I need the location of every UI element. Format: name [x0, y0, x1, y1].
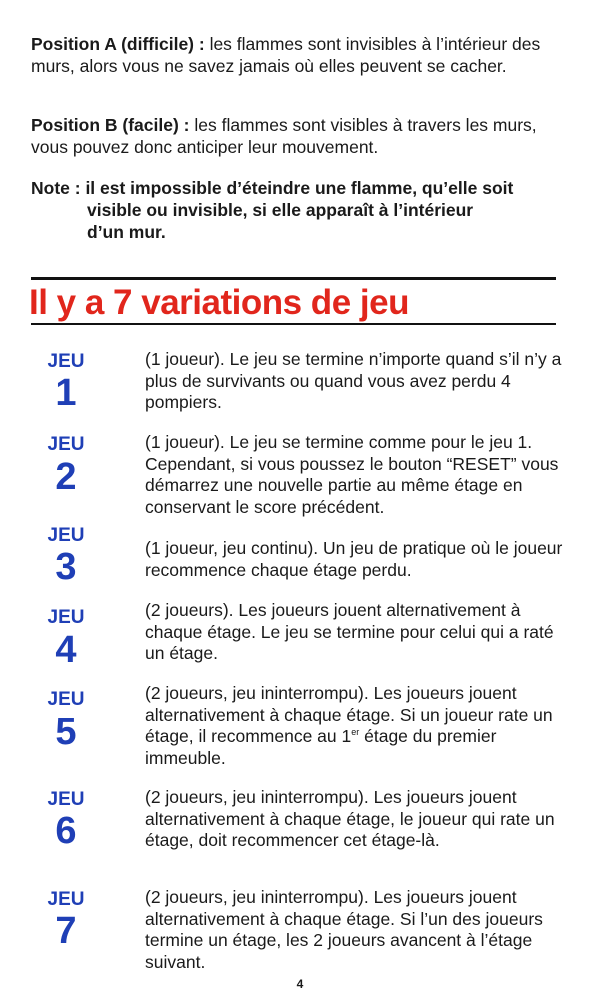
game-6-description: (2 joueurs, jeu ininterrompu). Les joueurs jouent alternativement à chaque étage, le joueur qui rate un étage, doit recommencer cet étage-là.	[145, 787, 555, 850]
game-2-label: JEU	[47, 434, 85, 455]
game-4-number: 4	[55, 629, 77, 671]
heading-top-rule	[31, 277, 556, 280]
note-line-3: d’un mur.	[87, 222, 166, 242]
position-b-label: Position B (facile) :	[31, 115, 190, 135]
game-1-label: JEU	[47, 351, 85, 372]
position-b-text: les flammes sont visibles à travers les murs, vous pouvez donc anticiper leur mouvement.	[31, 115, 537, 157]
game-3-label: JEU	[47, 525, 85, 546]
game-5-text-after: étage du premier immeuble.	[145, 726, 497, 768]
game-1-description: (1 joueur). Le jeu se termine n’importe quand s’il n’y a plus de survivants ou quand vous avez perdu 4 pompiers.	[145, 349, 562, 412]
game-7-description: (2 joueurs, jeu ininterrompu). Les joueurs jouent alternativement à chaque étage. Si l’un des joueurs termine un étage, les 2 joueurs avancent à l’étage suivant.	[145, 887, 543, 972]
position-b-paragraph	[31, 114, 551, 158]
position-a-label: Position A (difficile) :	[31, 34, 205, 54]
game-4-description: (2 joueurs). Les joueurs jouent alternativement à chaque étage. Le jeu se termine pour celui qui a raté un étage.	[145, 600, 554, 663]
position-a-text: les flammes sont invisibles à l’intérieur des murs, alors vous ne savez jamais où elles peuvent se cacher.	[31, 34, 541, 76]
game-7-label: JEU	[47, 889, 85, 910]
note-line-2: visible ou invisible, si elle apparaît à l’intérieur	[87, 200, 474, 220]
game-1-number: 1	[55, 372, 77, 414]
game-3-number: 3	[55, 546, 77, 588]
game-3-description: (1 joueur, jeu continu). Un jeu de pratique où le joueur recommence chaque étage perdu.	[145, 538, 563, 580]
position-a-paragraph	[31, 33, 561, 77]
game-2-number: 2	[55, 456, 77, 498]
game-4-label: JEU	[47, 607, 85, 628]
game-5-description	[145, 683, 565, 769]
note-label: Note :	[31, 178, 81, 198]
game-5-label: JEU	[47, 689, 85, 710]
game-5-number: 5	[55, 711, 77, 753]
note-line-1: il est impossible d’éteindre une flamme, qu’elle soit	[80, 178, 514, 198]
page-number: 4	[296, 977, 304, 991]
game-5-superscript: er	[351, 727, 360, 738]
game-7-number: 7	[55, 910, 77, 952]
game-2-description: (1 joueur). Le jeu se termine comme pour le jeu 1. Cependant, si vous poussez le bouton “RESET” vous démarrez une nouvelle partie au même étage en conservant le score précédent.	[145, 432, 559, 517]
game-6-number: 6	[55, 810, 77, 852]
game-6-label: JEU	[47, 789, 85, 810]
game-5-text-before: (2 joueurs, jeu ininterrompu). Les joueurs jouent alternativement à chaque étage. Si un joueur rate un étage, il recommence au 1	[145, 683, 553, 746]
section-heading: Il y a 7 variations de jeu	[29, 283, 409, 322]
heading-bottom-rule	[31, 323, 556, 325]
note-block	[31, 177, 571, 243]
